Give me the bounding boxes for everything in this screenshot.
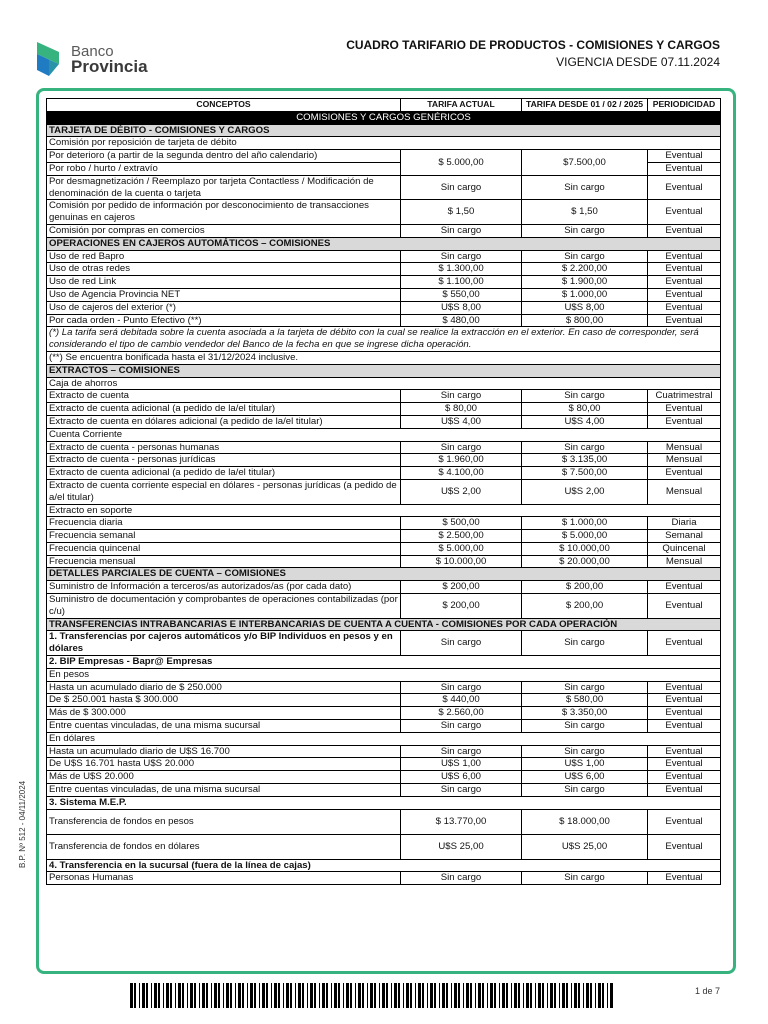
row-new-rate: $ 200,00 bbox=[522, 581, 648, 594]
table-row bbox=[47, 834, 721, 859]
row-periodicity: Eventual bbox=[648, 694, 721, 707]
barcode-icon bbox=[130, 983, 616, 1008]
row-periodicity: Eventual bbox=[648, 162, 721, 175]
table-row bbox=[47, 467, 721, 480]
row-periodicity: Eventual bbox=[648, 872, 721, 885]
row-current-rate: U$S 25,00 bbox=[401, 834, 522, 859]
row-periodicity: Mensual bbox=[648, 454, 721, 467]
row-concept: Hasta un acumulado diario de $ 250.000 bbox=[47, 681, 401, 694]
row-new-rate: $ 2.200,00 bbox=[522, 263, 648, 276]
row-current-rate: $ 200,00 bbox=[401, 594, 522, 619]
row-concept: Suministro de documentación y comprobantes de operaciones contabilizadas (por c/u) bbox=[47, 594, 401, 619]
row-periodicity: Cuatrimestral bbox=[648, 390, 721, 403]
row-concept: Por deterioro (a partir de la segunda dentro del año calendario) bbox=[47, 150, 401, 163]
document-validity: VIGENCIA DESDE 07.11.2024 bbox=[556, 55, 720, 69]
row-current-rate: $ 1.960,00 bbox=[401, 454, 522, 467]
row-concept: Por cada orden - Punto Efectivo (**) bbox=[47, 314, 401, 327]
row-periodicity: Eventual bbox=[648, 681, 721, 694]
row-concept: Por desmagnetización / Reemplazo por tarjeta Contactless / Modificación de denominación de la cuenta o tarjeta bbox=[47, 175, 401, 200]
row-new-rate: Sin cargo bbox=[522, 390, 648, 403]
row-periodicity: Eventual bbox=[648, 288, 721, 301]
table-row bbox=[47, 175, 721, 200]
table-row bbox=[47, 403, 721, 416]
row-new-rate: $ 1.900,00 bbox=[522, 276, 648, 289]
row-current-rate: $ 5.000,00 bbox=[401, 542, 522, 555]
row-concept: Más de U$S 20.000 bbox=[47, 771, 401, 784]
row-new-rate: U$S 2,00 bbox=[522, 479, 648, 504]
row-new-rate: $ 7.500,00 bbox=[522, 467, 648, 480]
row-current-rate: $ 80,00 bbox=[401, 403, 522, 416]
table-row bbox=[47, 150, 721, 163]
row-current-rate: Sin cargo bbox=[401, 175, 522, 200]
general-banner: COMISIONES Y CARGOS GENÉRICOS bbox=[47, 111, 721, 124]
table-row bbox=[47, 263, 721, 276]
row-concept: Extracto de cuenta adicional (a pedido de la/el titular) bbox=[47, 403, 401, 416]
section-transfers: TRANSFERENCIAS INTRABANCARIAS E INTERBANCARIAS DE CUENTA A CUENTA - COMISIONES POR CADA OPERACIÓN bbox=[47, 618, 721, 631]
row-periodicity: Eventual bbox=[648, 809, 721, 834]
row-current-rate: Sin cargo bbox=[401, 720, 522, 733]
table-row bbox=[47, 555, 721, 568]
row-new-rate: U$S 8,00 bbox=[522, 301, 648, 314]
table-row bbox=[47, 479, 721, 504]
row-concept: Extracto de cuenta adicional (a pedido de la/el titular) bbox=[47, 467, 401, 480]
row-periodicity: Eventual bbox=[648, 467, 721, 480]
page-number: 1 de 7 bbox=[694, 986, 720, 996]
row-concept: Extracto de cuenta - personas jurídicas bbox=[47, 454, 401, 467]
row-current-rate: Sin cargo bbox=[401, 631, 522, 656]
row-concept: Entre cuentas vinculadas, de una misma sucursal bbox=[47, 784, 401, 797]
row-periodicity: Eventual bbox=[648, 834, 721, 859]
table-row bbox=[47, 681, 721, 694]
row-new-rate: Sin cargo bbox=[522, 175, 648, 200]
general-banner-row bbox=[47, 111, 721, 124]
row-concept: Uso de red Bapro bbox=[47, 250, 401, 263]
table-row bbox=[47, 454, 721, 467]
row-new-rate: $ 5.000,00 bbox=[522, 530, 648, 543]
row-concept: Frecuencia semanal bbox=[47, 530, 401, 543]
subsection-dollars: En dólares bbox=[47, 732, 721, 745]
row-periodicity: Eventual bbox=[648, 301, 721, 314]
row-new-rate: $ 20.000,00 bbox=[522, 555, 648, 568]
table-row bbox=[47, 301, 721, 314]
subsection-branch-transfer: 4. Transferencia en la sucursal (fuera de la línea de cajas) bbox=[47, 859, 721, 872]
row-current-rate: $ 13.770,00 bbox=[401, 809, 522, 834]
row-concept: Personas Humanas bbox=[47, 872, 401, 885]
row-periodicity: Eventual bbox=[648, 224, 721, 237]
row-current-rate: Sin cargo bbox=[401, 441, 522, 454]
row-new-rate: Sin cargo bbox=[522, 720, 648, 733]
row-current-rate: U$S 2,00 bbox=[401, 479, 522, 504]
table-row bbox=[47, 441, 721, 454]
table-row bbox=[47, 276, 721, 289]
row-periodicity: Diaria bbox=[648, 517, 721, 530]
table-row bbox=[47, 390, 721, 403]
row-new-rate: Sin cargo bbox=[522, 745, 648, 758]
subsection-pesos: En pesos bbox=[47, 668, 721, 681]
bank-name-line1: Banco bbox=[71, 43, 114, 60]
table-row bbox=[47, 631, 721, 656]
row-concept: Suministro de Información a terceros/as autorizados/as (por cada dato) bbox=[47, 581, 401, 594]
tariff-table bbox=[46, 98, 721, 885]
table-row bbox=[47, 594, 721, 619]
table-header-row bbox=[47, 99, 721, 112]
row-new-rate: Sin cargo bbox=[522, 872, 648, 885]
row-new-rate: $ 3.350,00 bbox=[522, 707, 648, 720]
row-periodicity: Eventual bbox=[648, 403, 721, 416]
row-current-rate: $ 1,50 bbox=[401, 200, 522, 225]
row-new-rate: $ 800,00 bbox=[522, 314, 648, 327]
row-new-rate: U$S 25,00 bbox=[522, 834, 648, 859]
subsection-savings: Caja de ahorros bbox=[47, 377, 721, 390]
section-extracts: EXTRACTOS – COMISIONES bbox=[47, 364, 721, 377]
row-current-rate: $ 2.560,00 bbox=[401, 707, 522, 720]
table-row bbox=[47, 224, 721, 237]
subsection-mep: 3. Sistema M.E.P. bbox=[47, 796, 721, 809]
row-concept: Comisión por compras en comercios bbox=[47, 224, 401, 237]
bank-logo-mark-icon bbox=[33, 42, 63, 76]
row-new-rate: Sin cargo bbox=[522, 441, 648, 454]
row-new-rate: Sin cargo bbox=[522, 250, 648, 263]
bank-logo-text bbox=[71, 44, 148, 74]
row-new-rate: $ 1.000,00 bbox=[522, 288, 648, 301]
section-details: DETALLES PARCIALES DE CUENTA – COMISIONES bbox=[47, 568, 721, 581]
row-new-rate: U$S 1,00 bbox=[522, 758, 648, 771]
subsection-card-replacement: Comisión por reposición de tarjeta de débito bbox=[47, 137, 721, 150]
row-current-rate: $ 550,00 bbox=[401, 288, 522, 301]
row-current-rate: Sin cargo bbox=[401, 250, 522, 263]
table-row bbox=[47, 694, 721, 707]
table-row bbox=[47, 745, 721, 758]
table-row bbox=[47, 720, 721, 733]
row-periodicity: Eventual bbox=[648, 745, 721, 758]
table-row bbox=[47, 758, 721, 771]
row-periodicity: Eventual bbox=[648, 415, 721, 428]
row-current-rate: Sin cargo bbox=[401, 681, 522, 694]
row-current-rate: Sin cargo bbox=[401, 872, 522, 885]
row-periodicity: Eventual bbox=[648, 594, 721, 619]
row-concept: Extracto de cuenta corriente especial en dólares - personas jurídicas (a pedido de a/el titular) bbox=[47, 479, 401, 504]
subsection-support: Extracto en soporte bbox=[47, 504, 721, 517]
row-concept: Uso de cajeros del exterior (*) bbox=[47, 301, 401, 314]
row-new-rate: Sin cargo bbox=[522, 681, 648, 694]
row-current-rate: U$S 6,00 bbox=[401, 771, 522, 784]
row-concept: Extracto de cuenta bbox=[47, 390, 401, 403]
table-row bbox=[47, 517, 721, 530]
row-current-rate: $ 1.100,00 bbox=[401, 276, 522, 289]
row-new-rate: Sin cargo bbox=[522, 631, 648, 656]
row-current-rate: $ 500,00 bbox=[401, 517, 522, 530]
row-periodicity: Semanal bbox=[648, 530, 721, 543]
table-row bbox=[47, 809, 721, 834]
row-concept: Uso de red Link bbox=[47, 276, 401, 289]
row-periodicity: Quincenal bbox=[648, 542, 721, 555]
row-concept: Frecuencia mensual bbox=[47, 555, 401, 568]
row-current-rate: $ 4.100,00 bbox=[401, 467, 522, 480]
subsection-checking: Cuenta Corriente bbox=[47, 428, 721, 441]
bank-name-line2: Provincia bbox=[71, 57, 148, 76]
row-periodicity: Eventual bbox=[648, 631, 721, 656]
section-atm: OPERACIONES EN CAJEROS AUTOMÁTICOS – COMISIONES bbox=[47, 237, 721, 250]
row-current-rate: $ 200,00 bbox=[401, 581, 522, 594]
row-new-rate: Sin cargo bbox=[522, 784, 648, 797]
col-header-periodicity: PERIODICIDAD bbox=[648, 99, 721, 112]
row-periodicity: Mensual bbox=[648, 555, 721, 568]
row-concept: Frecuencia quincenal bbox=[47, 542, 401, 555]
row-periodicity: Eventual bbox=[648, 175, 721, 200]
row-concept: Por robo / hurto / extravío bbox=[47, 162, 401, 175]
row-periodicity: Eventual bbox=[648, 250, 721, 263]
row-concept: Más de $ 300.000 bbox=[47, 707, 401, 720]
row-periodicity: Eventual bbox=[648, 581, 721, 594]
table-row bbox=[47, 771, 721, 784]
table-row bbox=[47, 288, 721, 301]
row-concept: Comisión por pedido de información por desconocimiento de transacciones genuinas en cajeros bbox=[47, 200, 401, 225]
table-row bbox=[47, 784, 721, 797]
table-row bbox=[47, 415, 721, 428]
row-current-rate: U$S 8,00 bbox=[401, 301, 522, 314]
row-periodicity: Eventual bbox=[648, 314, 721, 327]
table-row bbox=[47, 872, 721, 885]
col-header-concepts: CONCEPTOS bbox=[47, 99, 401, 112]
table-row bbox=[47, 530, 721, 543]
table-row bbox=[47, 200, 721, 225]
table-row bbox=[47, 314, 721, 327]
row-periodicity: Eventual bbox=[648, 200, 721, 225]
bank-logo bbox=[33, 38, 153, 82]
row-new-rate: Sin cargo bbox=[522, 224, 648, 237]
row-concept: Frecuencia diaria bbox=[47, 517, 401, 530]
col-header-current: TARIFA ACTUAL bbox=[401, 99, 522, 112]
table-row bbox=[47, 542, 721, 555]
row-current-rate: U$S 4,00 bbox=[401, 415, 522, 428]
row-concept: Entre cuentas vinculadas, de una misma sucursal bbox=[47, 720, 401, 733]
row-concept: Transferencia de fondos en dólares bbox=[47, 834, 401, 859]
row-current-rate: $ 440,00 bbox=[401, 694, 522, 707]
row-new-rate: $ 580,00 bbox=[522, 694, 648, 707]
document-code: B.P. Nº 512 - 04/11/2024 bbox=[18, 780, 27, 868]
col-header-new: TARIFA DESDE 01 / 02 / 2025 bbox=[522, 99, 648, 112]
row-concept: Uso de Agencia Provincia NET bbox=[47, 288, 401, 301]
row-periodicity: Mensual bbox=[648, 479, 721, 504]
row-periodicity: Eventual bbox=[648, 263, 721, 276]
row-new-rate: U$S 4,00 bbox=[522, 415, 648, 428]
row-periodicity: Eventual bbox=[648, 720, 721, 733]
row-new-rate: U$S 6,00 bbox=[522, 771, 648, 784]
footnote-bonus: (**) Se encuentra bonificada hasta el 31/12/2024 inclusive. bbox=[47, 351, 721, 364]
row-current-rate: Sin cargo bbox=[401, 745, 522, 758]
row-current-rate: $ 480,00 bbox=[401, 314, 522, 327]
row-concept: 1. Transferencias por cajeros automáticos y/o BIP Individuos en pesos y en dólares bbox=[47, 631, 401, 656]
row-concept: De $ 250.001 hasta $ 300.000 bbox=[47, 694, 401, 707]
row-periodicity: Eventual bbox=[648, 758, 721, 771]
row-current-rate: $ 1.300,00 bbox=[401, 263, 522, 276]
row-current-rate: $ 5.000,00 bbox=[401, 150, 522, 176]
row-periodicity: Mensual bbox=[648, 441, 721, 454]
row-new-rate: $7.500,00 bbox=[522, 150, 648, 176]
row-new-rate: $ 80,00 bbox=[522, 403, 648, 416]
row-concept: Extracto de cuenta - personas humanas bbox=[47, 441, 401, 454]
row-new-rate: $ 1.000,00 bbox=[522, 517, 648, 530]
row-periodicity: Eventual bbox=[648, 707, 721, 720]
row-new-rate: $ 18.000,00 bbox=[522, 809, 648, 834]
row-current-rate: Sin cargo bbox=[401, 784, 522, 797]
row-concept: De U$S 16.701 hasta U$S 20.000 bbox=[47, 758, 401, 771]
row-current-rate: $ 10.000,00 bbox=[401, 555, 522, 568]
row-current-rate: Sin cargo bbox=[401, 390, 522, 403]
row-current-rate: $ 2.500,00 bbox=[401, 530, 522, 543]
table-row bbox=[47, 250, 721, 263]
row-new-rate: $ 200,00 bbox=[522, 594, 648, 619]
document-title: CUADRO TARIFARIO DE PRODUCTOS - COMISIONES Y CARGOS bbox=[346, 38, 720, 52]
row-periodicity: Eventual bbox=[648, 276, 721, 289]
row-concept: Transferencia de fondos en pesos bbox=[47, 809, 401, 834]
row-new-rate: $ 3.135,00 bbox=[522, 454, 648, 467]
row-concept: Extracto de cuenta en dólares adicional (a pedido de la/el titular) bbox=[47, 415, 401, 428]
row-current-rate: U$S 1,00 bbox=[401, 758, 522, 771]
table-row bbox=[47, 707, 721, 720]
row-periodicity: Eventual bbox=[648, 784, 721, 797]
subsection-bip-empresas: 2. BIP Empresas - Bapr@ Empresas bbox=[47, 656, 721, 669]
row-new-rate: $ 1,50 bbox=[522, 200, 648, 225]
section-debit-card: TARJETA DE DÉBITO - COMISIONES Y CARGOS bbox=[47, 124, 721, 137]
row-concept: Uso de otras redes bbox=[47, 263, 401, 276]
row-concept: Hasta un acumulado diario de U$S 16.700 bbox=[47, 745, 401, 758]
row-new-rate: $ 10.000,00 bbox=[522, 542, 648, 555]
row-periodicity: Eventual bbox=[648, 771, 721, 784]
row-periodicity: Eventual bbox=[648, 150, 721, 163]
row-current-rate: Sin cargo bbox=[401, 224, 522, 237]
footnote-exterior: (*) La tarifa será debitada sobre la cuenta asociada a la tarjeta de débito con la cual se realice la extracción en el exterior. En caso de corresponder, será considerando el tipo de cambio vendedor del Banco de la fecha en que se ingrese dicha operación. bbox=[47, 327, 721, 352]
table-row bbox=[47, 581, 721, 594]
